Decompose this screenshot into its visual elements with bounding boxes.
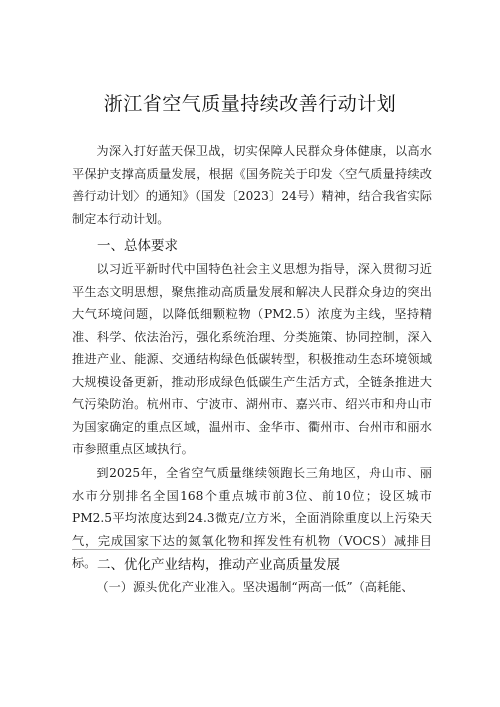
document-title: 浙江省空气质量持续改善行动计划 [103,93,397,115]
intro-paragraph: 为深入打好蓝天保卫战，切实保障人民群众身体健康，以高水平保护支撑高质量发展，根据《国务院关于印发〈空气质量持续改善行动计划〉的通知》（国发〔2023〕24号）精神，结合我省实际制定本行动计划。 [72,144,432,226]
industry-access-paragraph: （一）源头优化产业准入。坚决遏制“两高一低”（高耗能、 [96,580,414,594]
section-divider [72,549,430,550]
targets-paragraph: 到2025年，全省空气质量继续领跑长三角地区，舟山市、丽水市分别排名全国168个重点城市前3位、前10位；设区城市PM2.5平均浓度达到24.3微克/立方米，全面消除重度以上污染天气，完成国家下达的氮氧化物和挥发性有机物（VOCS）减排目标。 [72,466,432,570]
general-requirements-paragraph: 以习近平新时代中国特色社会主义思想为指导，深入贯彻习近平生态文明思想，聚焦推动高质量发展和解决人民群众身边的突出大气环境问题，以降低细颗粒物（PM2.5）浓度为主线，坚持精准、科学、依法治污，强化系统治理、分类施策、协同控制，深入推进产业、能源、交通结构绿色低碳转型，积极推动生态环境领域大规模设备更新，推动形成绿色低碳生产生活方式，全链条推进大气污染防治。杭州市、宁波市、湖州市、嘉兴市、绍兴市和舟山市为国家确定的重点区域，温州市、金华市、衢州市、台州市和丽水市参照重点区域执行。 [72,262,432,456]
section-heading-industrial-structure: 二、优化产业结构，推动产业高质量发展 [97,557,340,573]
section-heading-general-requirements: 一、总体要求 [97,238,178,254]
